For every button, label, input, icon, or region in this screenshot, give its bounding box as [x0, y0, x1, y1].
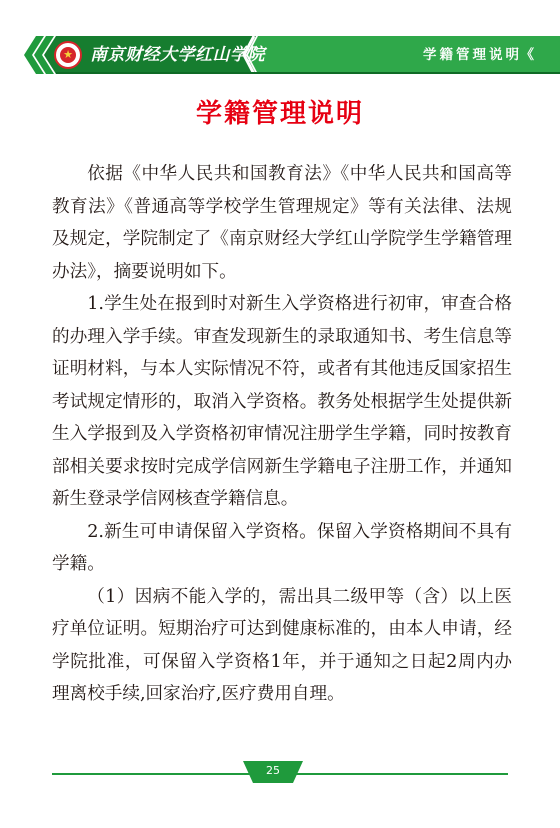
- section-mark: 《: [520, 47, 534, 63]
- paragraph-item-1: 1.学生处在报到时对新生入学资格进行初审，审查合格的办理入学手续。审查发现新生的录取通知书、考生信息等证明材料，与本人实际情况不符，或者有其他违反国家招生考试规定情形的，取消入学资格。教务处根据学生处提供新生入学报到及入学资格初审情况注册学生学籍，同时按教育部相关要求按时完成学信网新生学籍电子注册工作，并通知新生登录学信网核查学籍信息。: [52, 294, 512, 509]
- banner-bottom-line: [56, 72, 560, 74]
- page-number: 25: [266, 764, 280, 777]
- page-title: 学籍管理说明: [195, 99, 364, 129]
- school-emblem-icon: ★: [54, 41, 82, 69]
- school-name: 南京财经大学红山学院: [90, 45, 265, 65]
- page-number-tab: [243, 761, 303, 783]
- paragraph-item-2: 2.新生可申请保留入学资格。保留入学资格期间不具有学籍。: [52, 521, 512, 574]
- header-banner: [0, 36, 560, 74]
- footer: [0, 760, 560, 788]
- section-name: 学籍管理说明: [423, 47, 522, 63]
- body-text: [52, 158, 512, 711]
- paragraph-item-2-1: （1）因病不能入学的，需出具二级甲等（含）以上医疗单位证明。短期治疗可达到健康标准的，由本人申请，经学院批准，可保留入学资格1年，并于通知之日起2周内办理离校手续,回家治疗,医疗费用自理。: [52, 586, 512, 704]
- paragraph-intro: 依据《中华人民共和国教育法》《中华人民共和国高等教育法》《普通高等学校学生管理规定》等有关法律、法规及规定，学院制定了《南京财经大学红山学院学生学籍管理办法》，摘要说明如下。: [52, 164, 512, 282]
